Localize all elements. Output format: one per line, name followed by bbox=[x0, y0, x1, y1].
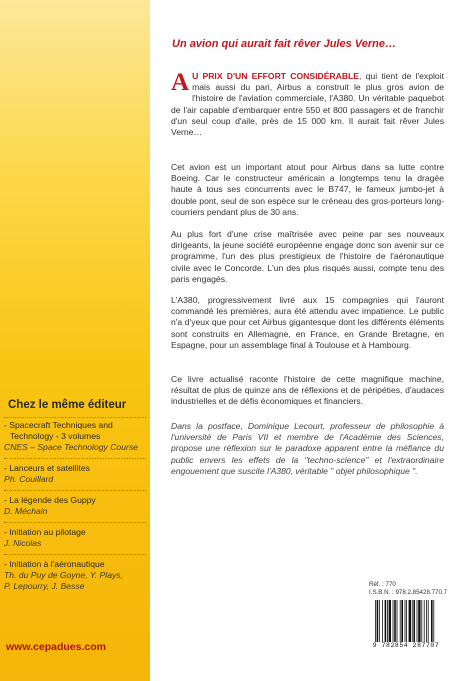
divider bbox=[4, 458, 146, 459]
book-entry bbox=[4, 463, 146, 485]
sidebar-heading: Chez le même éditeur bbox=[8, 399, 127, 411]
reference-number: Réf. : 770 bbox=[369, 581, 396, 588]
paragraph: Ce livre actualisé raconte l'histoire de cette magnifique machine, résultat de plus de quinze ans de réflexions et de péripéties, d'audaces industrielles et de défis économiques et financiers. bbox=[171, 374, 444, 407]
isbn: I.S.B.N. : 978.2.85428.770.7 bbox=[369, 589, 448, 596]
book-title: - Initiation au pilotage bbox=[4, 527, 86, 537]
book-entry bbox=[4, 559, 146, 592]
lead-in: U PRIX D'UN EFFORT CONSIDÉRABLE bbox=[192, 71, 360, 81]
book-title: - Initiation à l'aéronautique bbox=[4, 559, 105, 569]
barcode-number: 9 782854 287707 bbox=[372, 642, 440, 649]
book-author: Ph. Couillard bbox=[4, 474, 54, 484]
book-author: P. Lepourry, J. Besse bbox=[4, 581, 85, 591]
book-title: - Lanceurs et satellites bbox=[4, 463, 90, 473]
divider bbox=[4, 490, 146, 491]
book-author: CNES – Space Technology Course bbox=[4, 442, 138, 452]
book-title: - La légende des Guppy bbox=[4, 495, 96, 505]
tagline: Un avion qui aurait fait rêver Jules Verne… bbox=[172, 38, 396, 50]
postface-paragraph: Dans la postface, Dominique Lecourt, professeur de philosophie à l'université de Paris VII et membre de l'Académie des Sciences, propose une réflexion sur le paradoxe apparent entre la méfiance du public envers les effets de la "techno-science" et l'extraordinaire engouement que suscite l'A380, véritable " objet philosophique ". bbox=[171, 421, 444, 476]
divider bbox=[4, 522, 146, 523]
divider bbox=[4, 554, 146, 555]
paragraph: L'A380, progressivement livré aux 15 compagnies qui l'auront commandé les premières, aura été attendu avec impatience. Le public n'a d'yeux que pour cet Airbus gigantesque dont les différents éléments sont construits en Allemagne, en France, en Grande Bretagne, en Espagne, pour un assemblage final à Toulouse et à Hambourg. bbox=[171, 295, 444, 350]
paragraph-text: , qui tient de l'exploit mais aussi du pari, Airbus a construit le plus gros avion de l'histoire de l'aviation commerciale, l'A380. Un véritable paquebot de l'air capable d'embarquer entre 550 et 800 passagers et de franchir d'un seul coup d'aile, près de 15 000 km. Il aurait fait rêver Jules Verne… bbox=[171, 71, 444, 138]
publisher-website-link[interactable]: www.cepadues.com bbox=[6, 641, 106, 653]
paragraph: Au plus fort d'une crise maîtrisée avec peine par ses nouveaux dirigeants, la jeune société européenne engage donc son avenir sur ce programme, l'un des plus prestigieux de l'histoire de l'aéronautique civile avec le Concorde. L'un des plus risqués aussi, compte tenu des paris engagés. bbox=[171, 229, 444, 284]
book-title: Technology - 3 volumes bbox=[10, 431, 101, 441]
reference-block bbox=[369, 581, 447, 597]
book-author: D. Méchain bbox=[4, 506, 48, 516]
book-entry bbox=[4, 495, 146, 517]
sidebar bbox=[0, 0, 150, 681]
paragraph: Cet avion est un important atout pour Airbus dans sa lutte contre Boeing. Car le constructeur américain a longtemps tenu la dragée haute à tous ses concurrents avec le B747, le fameux jumbo-jet à double pont, seul de son espèce sur le créneau des gros-porteurs long-courriers pendant plus de 30 ans. bbox=[171, 162, 444, 217]
book-entry bbox=[4, 420, 146, 453]
book-title: - Spacecraft Techniques and bbox=[4, 420, 113, 430]
drop-cap: A bbox=[171, 69, 190, 96]
book-entry bbox=[4, 527, 146, 549]
barcode-box bbox=[368, 597, 444, 654]
main-column bbox=[150, 0, 450, 681]
book-author: J. Nicolas bbox=[4, 538, 42, 548]
paragraph-intro bbox=[171, 71, 444, 138]
barcode bbox=[375, 600, 439, 642]
book-author: Th. du Puy de Goyne, Y. Plays, bbox=[4, 570, 123, 580]
divider bbox=[4, 417, 146, 418]
